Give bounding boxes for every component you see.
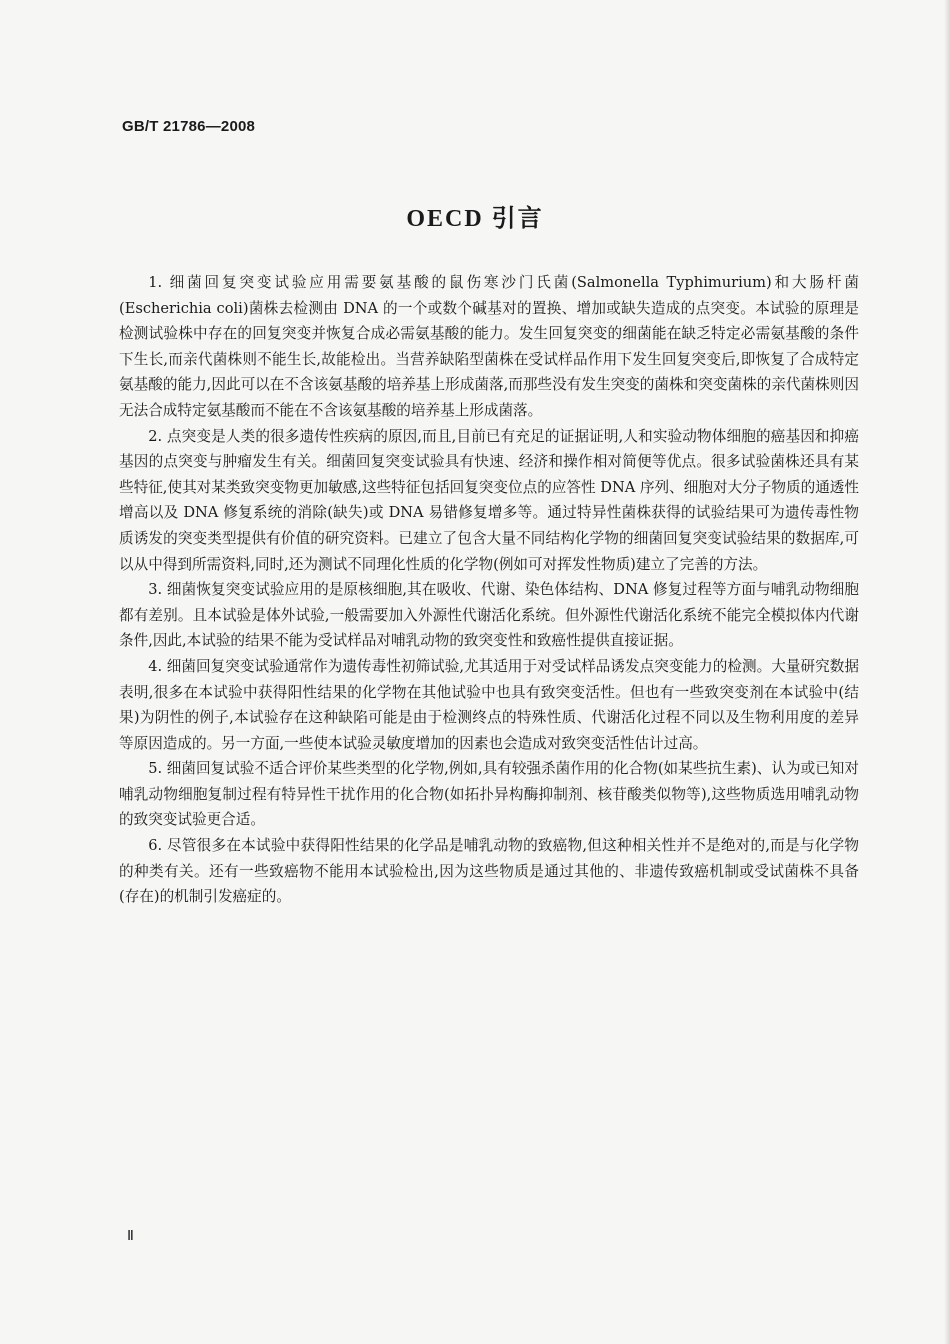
paragraph-5: 5. 细菌回复试验不适合评价某些类型的化学物,例如,具有较强杀菌作用的化合物(如某些抗生素)、认为或已知对哺乳动物细胞复制过程有特异性干扰作用的化合物(如拓扑异构酶抑制剂、核苷酸类似物等),这些物质选用哺乳动物的致突变试验更合适。 <box>119 760 859 829</box>
paragraph-3: 3. 细菌恢复突变试验应用的是原核细胞,其在吸收、代谢、染色体结构、DNA 修复过程等方面与哺乳动物细胞都有差别。且本试验是体外试验,一般需要加入外源性代谢活化系统。但外源性代谢活化系统不能完全模拟体内代谢条件,因此,本试验的结果不能为受试样品对哺乳动物的致突变性和致癌性提供直接证据。 <box>119 581 859 650</box>
paragraph-1: 1. 细菌回复突变试验应用需要氨基酸的鼠伤寒沙门氏菌(Salmonella Typhimurium)和大肠杆菌(Escherichia coli)菌株去检测由 DNA 的一个或数个碱基对的置换、增加或缺失造成的点突变。本试验的原理是检测试验株中存在的回复突变并恢复合成必需氨基酸的能力。发生回复突变的细菌能在缺乏特定必需氨基酸的条件下生长,而亲代菌株则不能生长,故能检出。当营养缺陷型菌株在受试样品作用下发生回复突变后,即恢复了合成特定氨基酸的能力,因此可以在不含该氨基酸的培养基上形成菌落,而那些没有发生突变的菌株和突变菌株的亲代菌株则因无法合成特定氨基酸而不能在不含该氨基酸的培养基上形成菌落。 <box>119 274 859 419</box>
paragraph-4: 4. 细菌回复突变试验通常作为遗传毒性初筛试验,尤其适用于对受试样品诱发点突变能力的检测。大量研究数据表明,很多在本试验中获得阳性结果的化学物在其他试验中也具有致突变活性。但也有一些致突变剂在本试验中(结果)为阴性的例子,本试验存在这种缺陷可能是由于检测终点的特殊性质、代谢活化过程不同以及生物利用度的差异等原因造成的。另一方面,一些使本试验灵敏度增加的因素也会造成对致突变活性估计过高。 <box>119 657 859 752</box>
standard-code: GB/T 21786—2008 <box>122 118 256 135</box>
paragraph-2: 2. 点突变是人类的很多遗传性疾病的原因,而且,目前已有充足的证据证明,人和实验动物体细胞的癌基因和抑癌基因的点突变与肿瘤发生有关。细菌回复突变试验具有快速、经济和操作相对简便等优点。很多试验菌株还具有某些特征,使其对某类致突变物更加敏感,这些特征包括回复突变位点的应答性 DNA 序列、细胞对大分子物质的通透性增高以及 DNA 修复系统的消除(缺失)或 DNA 易错修复增多等。通过特异性菌株获得的试验结果可为遗传毒性物质诱发的突变类型提供有价值的研究资料。已建立了包含大量不同结构化学物的细菌回复突变试验结果的数据库,可以从中得到所需资料,同时,还为测试不同理化性质的化学物(例如可对挥发性物质)建立了完善的方法。 <box>119 427 859 573</box>
page-number: Ⅱ <box>127 1229 134 1244</box>
paragraph-6: 6. 尽管很多在本试验中获得阳性结果的化学品是哺乳动物的致癌物,但这种相关性并不是绝对的,而是与化学物的种类有关。还有一些致癌物不能用本试验检出,因为这些物质是通过其他的、非遗传致癌机制或受试菌株不具备(存在)的机制引发癌症的。 <box>119 837 859 906</box>
body-text <box>119 270 859 910</box>
page-title: OECD 引言 <box>406 206 544 232</box>
